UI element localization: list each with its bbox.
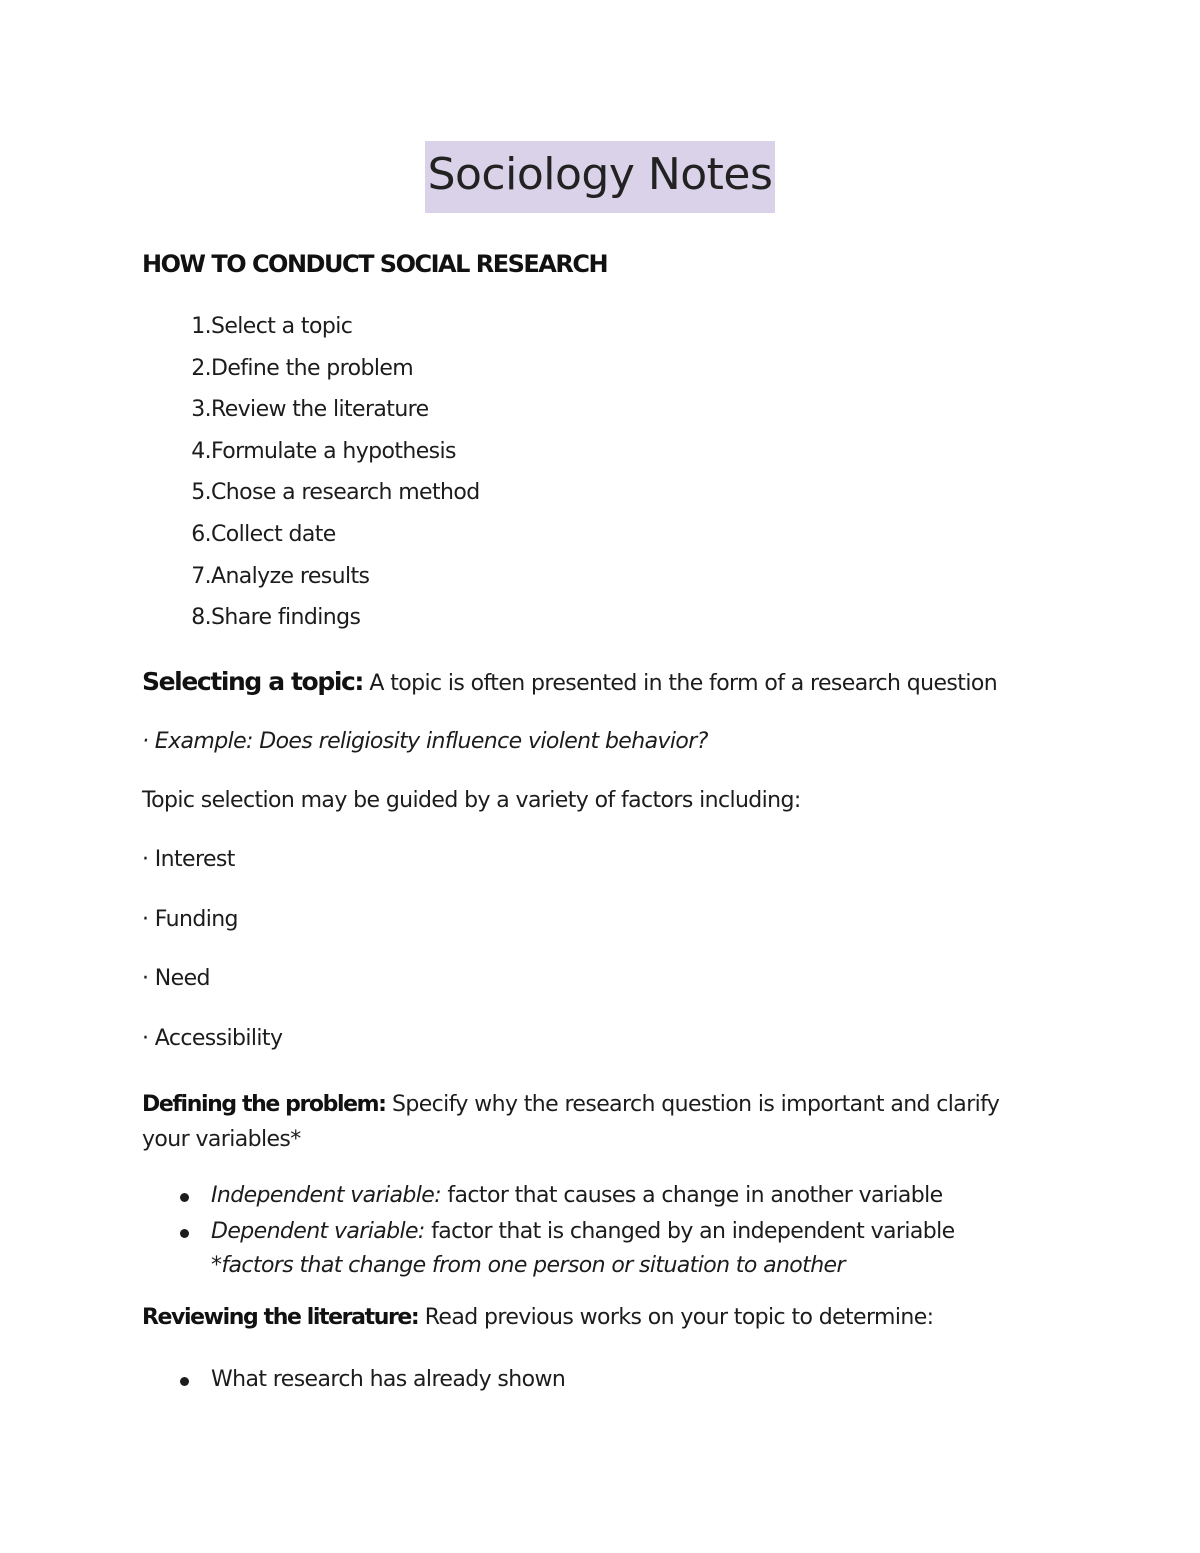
reviewing-literature-text: Read previous works on your topic to determine: [418,1305,934,1330]
selecting-topic-text: A topic is often presented in the form of a research question [363,671,998,696]
reviewing-literature-paragraph [142,1305,933,1330]
factor-item: · Funding [142,907,238,932]
list-item [142,431,480,473]
variable-desc: factor that causes a change in another variable [441,1183,943,1208]
literature-list [142,1362,565,1398]
defining-problem-text: Specify why the research question is important and clarify [385,1092,1000,1117]
list-item [142,556,480,598]
list-item [142,514,480,556]
section-heading: HOW TO CONDUCT SOCIAL RESEARCH [142,250,608,278]
variables-list [142,1178,955,1284]
step-number: 8. [191,605,211,631]
list-item [142,472,480,514]
factor-item: · Accessibility [142,1026,283,1051]
variable-term: Independent variable: [211,1183,442,1208]
list-item [142,1214,955,1284]
example-line: · Example: Does religiosity influence violent behavior? [142,729,708,754]
bullet-icon [180,1229,189,1238]
step-text: Formulate a hypothesis [211,438,456,464]
step-text: Select a topic [211,314,353,339]
list-item [142,348,480,390]
step-text: Chose a research method [211,480,480,506]
factors-intro: Topic selection may be guided by a variety of factors including: [142,788,801,813]
variable-term: Dependent variable: [211,1219,425,1244]
list-item [142,1362,565,1398]
step-number: 7. [191,563,211,589]
list-item [142,306,480,348]
step-number: 3. [191,397,211,423]
literature-item-text: What research has already shown [211,1367,566,1392]
step-number: 6. [191,521,211,547]
list-item [142,389,480,431]
title-wrap [0,141,1200,213]
list-item [142,1178,955,1214]
step-number: 2. [191,355,211,381]
selecting-topic-label: Selecting a topic: [142,667,364,696]
research-steps-list [142,306,480,639]
step-text: Collect date [211,521,336,547]
variables-footnote: *factors that change from one person or situation to another [211,1253,845,1278]
factor-item: · Interest [142,847,235,872]
page-title: Sociology Notes [425,141,776,213]
step-text: Analyze results [211,563,370,589]
selecting-topic-paragraph [142,667,997,696]
reviewing-literature-label: Reviewing the literature: [142,1305,419,1330]
factor-item: · Need [142,966,210,991]
list-item [142,597,480,639]
variable-desc: factor that is changed by an independent variable [424,1219,955,1244]
step-number: 1. [191,314,211,339]
step-text: Define the problem [211,355,414,381]
bullet-icon [180,1193,189,1202]
step-text: Review the literature [211,397,429,423]
defining-problem-text-cont: your variables* [142,1127,301,1152]
bullet-icon [180,1377,189,1386]
defining-problem-paragraph [142,1087,999,1157]
step-text: Share findings [211,605,361,631]
step-number: 5. [191,480,211,506]
defining-problem-label: Defining the problem: [142,1092,386,1117]
step-number: 4. [191,438,211,464]
